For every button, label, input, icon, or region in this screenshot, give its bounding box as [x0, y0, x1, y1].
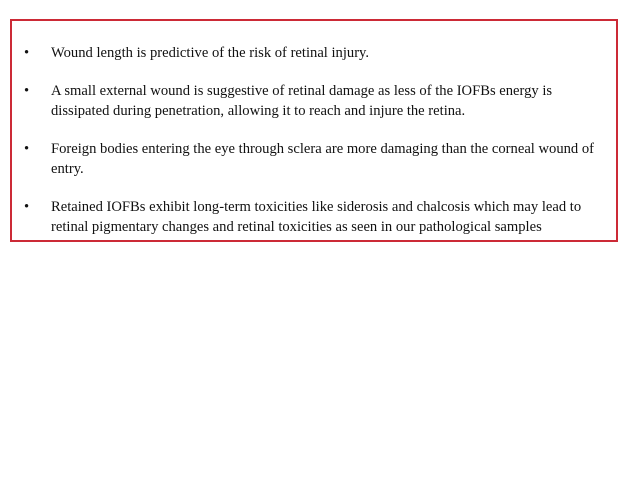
bullet-item: [24, 197, 612, 237]
bullet-dot-icon: •: [24, 199, 30, 215]
bullet-text: A small external wound is suggestive of retinal damage as less of the IOFBs energy is dissipated during penetration, allowing it to reach and injure the retina.: [51, 83, 553, 119]
bullet-dot-icon: •: [24, 45, 30, 61]
bullet-item: [24, 81, 612, 121]
bullet-text-box: [10, 19, 618, 242]
bullet-dot-icon: •: [24, 141, 30, 157]
bullet-text: Foreign bodies entering the eye through sclera are more damaging than the corneal wound of entry.: [51, 141, 595, 177]
bullet-item: [24, 139, 612, 179]
bullet-text: Retained IOFBs exhibit long-term toxicities like siderosis and chalcosis which may lead to retinal pigmentary changes and retinal toxicities as seen in our pathological samples: [51, 199, 582, 235]
bullet-item: [24, 43, 612, 63]
bullet-text: Wound length is predictive of the risk of retinal injury.: [51, 45, 370, 61]
bullet-dot-icon: •: [24, 83, 30, 99]
bullet-list: [24, 43, 612, 237]
